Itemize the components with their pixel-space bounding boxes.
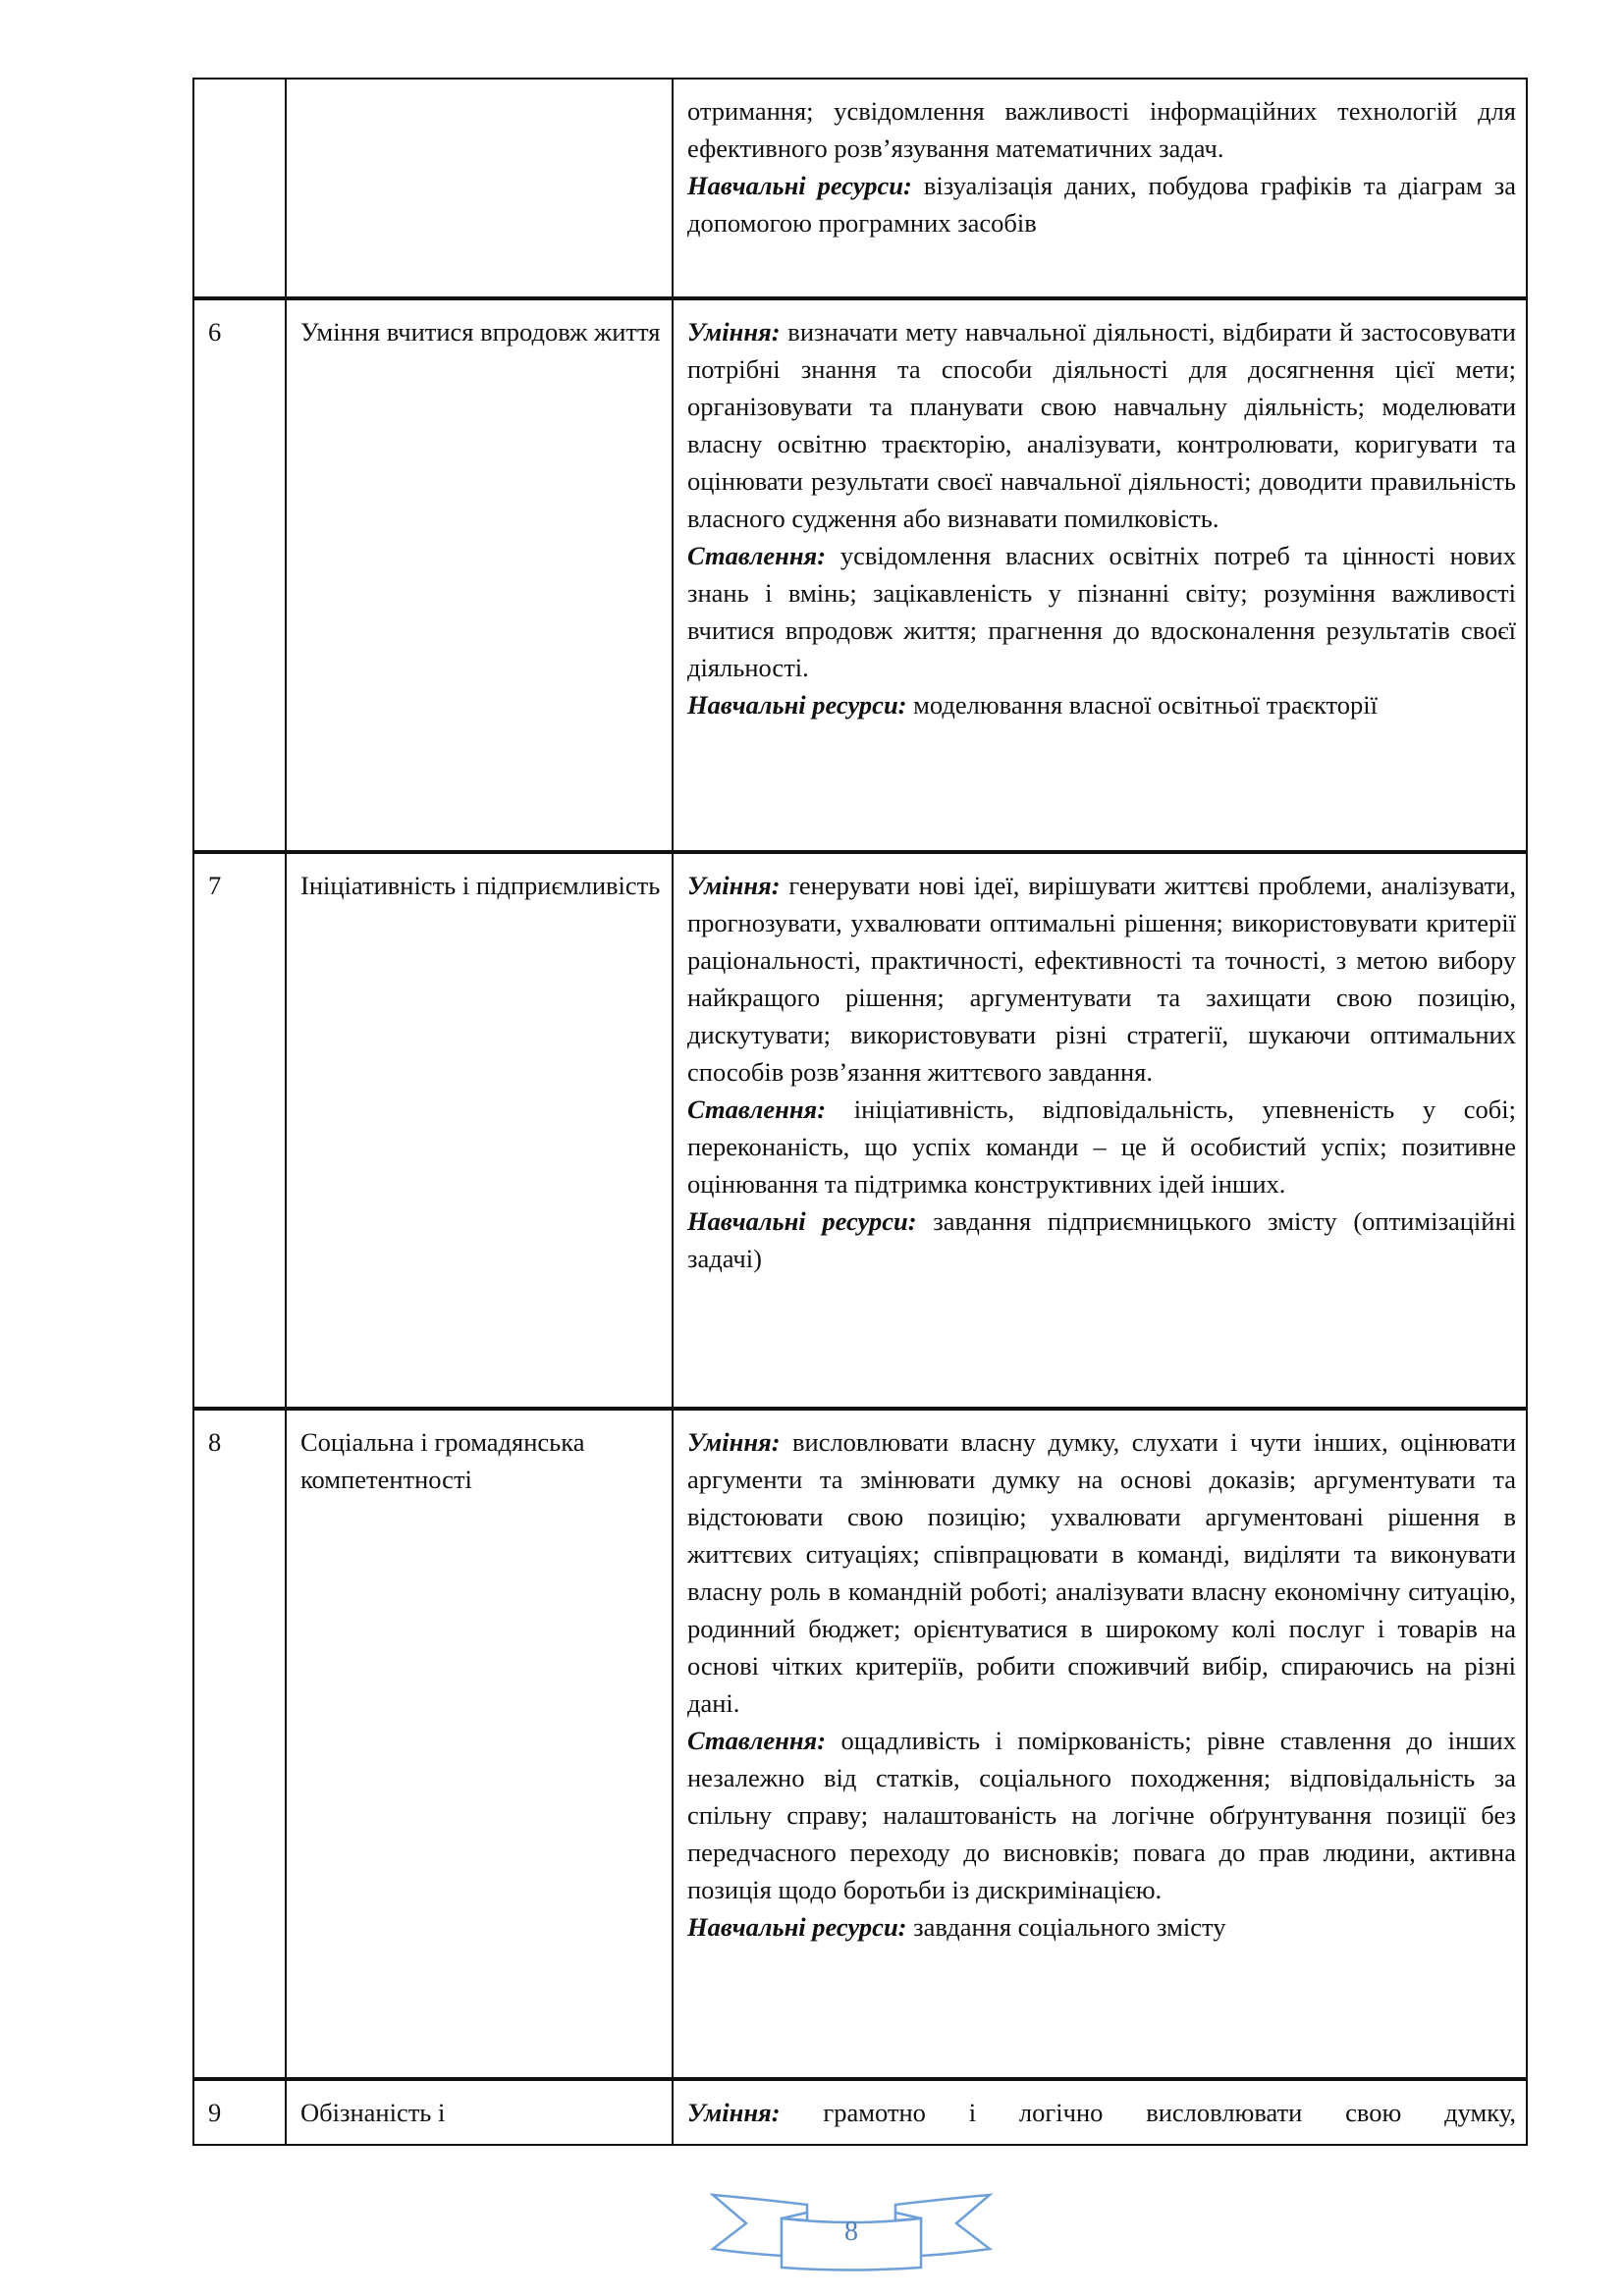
competency-description-cell [673, 79, 1527, 298]
competency-name-cell [286, 2079, 673, 2145]
paragraph-label: Навчальні ресурси: [687, 1912, 907, 1942]
description-paragraph [687, 1423, 1516, 1722]
page-number: 8 [844, 2216, 858, 2247]
description-paragraph [687, 537, 1516, 686]
table-row [193, 298, 1527, 852]
paragraph-label: Навчальні ресурси: [687, 1206, 917, 1236]
paragraph-label: Уміння: [687, 2098, 781, 2127]
competency-name-cell [286, 852, 673, 1409]
description-paragraph [687, 92, 1516, 167]
competency-name: Соціальна і громадянська компетентності [300, 1427, 585, 1494]
row-number-cell [193, 79, 286, 298]
row-number-cell [193, 1409, 286, 2079]
row-number: 8 [208, 1427, 222, 1457]
paragraph-text: усвідомлення власних освітніх потреб та цінності нових знань і вмінь; зацікавленість у пізнанні світу; розуміння важливості вчитися впродовж життя; прагнення до вдосконалення результатів своєї діяльності. [687, 541, 1516, 682]
page-number-ribbon [709, 2191, 994, 2273]
row-number: 6 [208, 317, 222, 347]
competency-description-cell [673, 2079, 1527, 2145]
description-paragraph [687, 1908, 1516, 1946]
competency-name: Обізнаність і [300, 2098, 446, 2127]
competency-name: Уміння вчитися впродовж життя [300, 317, 661, 347]
description-paragraph [687, 313, 1516, 537]
paragraph-text: генерувати нові ідеї, вирішувати життєві проблеми, аналізувати, прогнозувати, ухвалювати оптимальні рішення; використовувати критерії раціональності, практичності, ефективності та точності, з метою вибору найкращого рішення; аргументувати та захищати свою позицію, дискутувати; використовувати різні стратегії, шукаючи оптимальних способів розв’язання життєвого завдання. [687, 871, 1516, 1087]
paragraph-text: завдання підприємницького змісту (оптимізаційні задачі) [687, 1206, 1516, 1273]
competency-name-cell [286, 79, 673, 298]
table-row [193, 79, 1527, 298]
paragraph-label: Навчальні ресурси: [687, 171, 912, 200]
competency-description-cell [673, 298, 1527, 852]
description-paragraph [687, 1202, 1516, 1277]
description-paragraph [687, 167, 1516, 241]
competency-description-cell [673, 1409, 1527, 2079]
row-number-cell [193, 298, 286, 852]
table-row [193, 2079, 1527, 2145]
competency-name-cell [286, 298, 673, 852]
row-number-cell [193, 2079, 286, 2145]
paragraph-text: візуалізація даних, побудова графіків та діаграм за допомогою програмних засобів [687, 171, 1516, 238]
paragraph-label: Ставлення: [687, 541, 827, 570]
competencies-table [192, 78, 1528, 2146]
paragraph-text: ініціативність, відповідальність, упевненість у собі; переконаність, що успіх команди – це й особистий успіх; позитивне оцінювання та підтримка конструктивних ідей інших. [687, 1095, 1516, 1199]
description-paragraph [687, 686, 1516, 723]
paragraph-label: Ставлення: [687, 1095, 827, 1124]
row-number: 9 [208, 2098, 222, 2127]
competency-name: Ініціативність і підприємливість [300, 871, 661, 900]
competency-name-cell [286, 1409, 673, 2079]
description-paragraph [687, 1722, 1516, 1908]
competency-description-cell [673, 852, 1527, 1409]
paragraph-text: грамотно і логічно висловлювати свою думку, [780, 2098, 1516, 2127]
paragraph-text: визначати мету навчальної діяльності, відбирати й застосовувати потрібні знання та способи діяльності для досягнення цієї мети; організовувати та планувати свою навчальну діяльність; моделювати власну освітню траєкторію, аналізувати, контролювати, коригувати та оцінювати результати своєї навчальної діяльності; доводити правильність власного судження або визнавати помилковість. [687, 317, 1516, 533]
paragraph-text: ощадливість і поміркованість; рівне ставлення до інших незалежно від статків, соціального походження; відповідальність за спільну справу; налаштованість на логічне обґрунтування позиції без передчасного переходу до висновків; повага до прав людини, активна позиція щодо боротьби із дискримінацією. [687, 1726, 1516, 1904]
description-paragraph [687, 867, 1516, 1091]
row-number-cell [193, 852, 286, 1409]
paragraph-text: моделювання власної освітньої траєкторії [906, 690, 1378, 720]
row-number: 7 [208, 871, 222, 900]
paragraph-text: завдання соціального змісту [906, 1912, 1226, 1942]
paragraph-label: Ставлення: [687, 1726, 827, 1755]
description-paragraph [687, 1091, 1516, 1202]
description-paragraph [687, 2094, 1516, 2131]
paragraph-label: Уміння: [687, 871, 781, 900]
table-row [193, 1409, 1527, 2079]
paragraph-label: Уміння: [687, 1427, 781, 1457]
paragraph-label: Навчальні ресурси: [687, 690, 907, 720]
paragraph-text: висловлювати власну думку, слухати і чути інших, оцінювати аргументи та змінювати думку на основі доказів; аргументувати та відстоювати свою позицію; ухвалювати аргументовані рішення в життєвих ситуаціях; співпрацювати в команді, виділяти та виконувати власну роль в командній роботі; аналізувати власну економічну ситуацію, родинний бюджет; орієнтуватися в широкому колі послуг і товарів на основі чітких критеріїв, робити споживчий вибір, спираючись на різні дані. [687, 1427, 1516, 1718]
paragraph-label: Уміння: [687, 317, 781, 347]
table-row [193, 852, 1527, 1409]
paragraph-text: отримання; усвідомлення важливості інформаційних технологій для ефективного розв’язування математичних задач. [687, 96, 1516, 163]
